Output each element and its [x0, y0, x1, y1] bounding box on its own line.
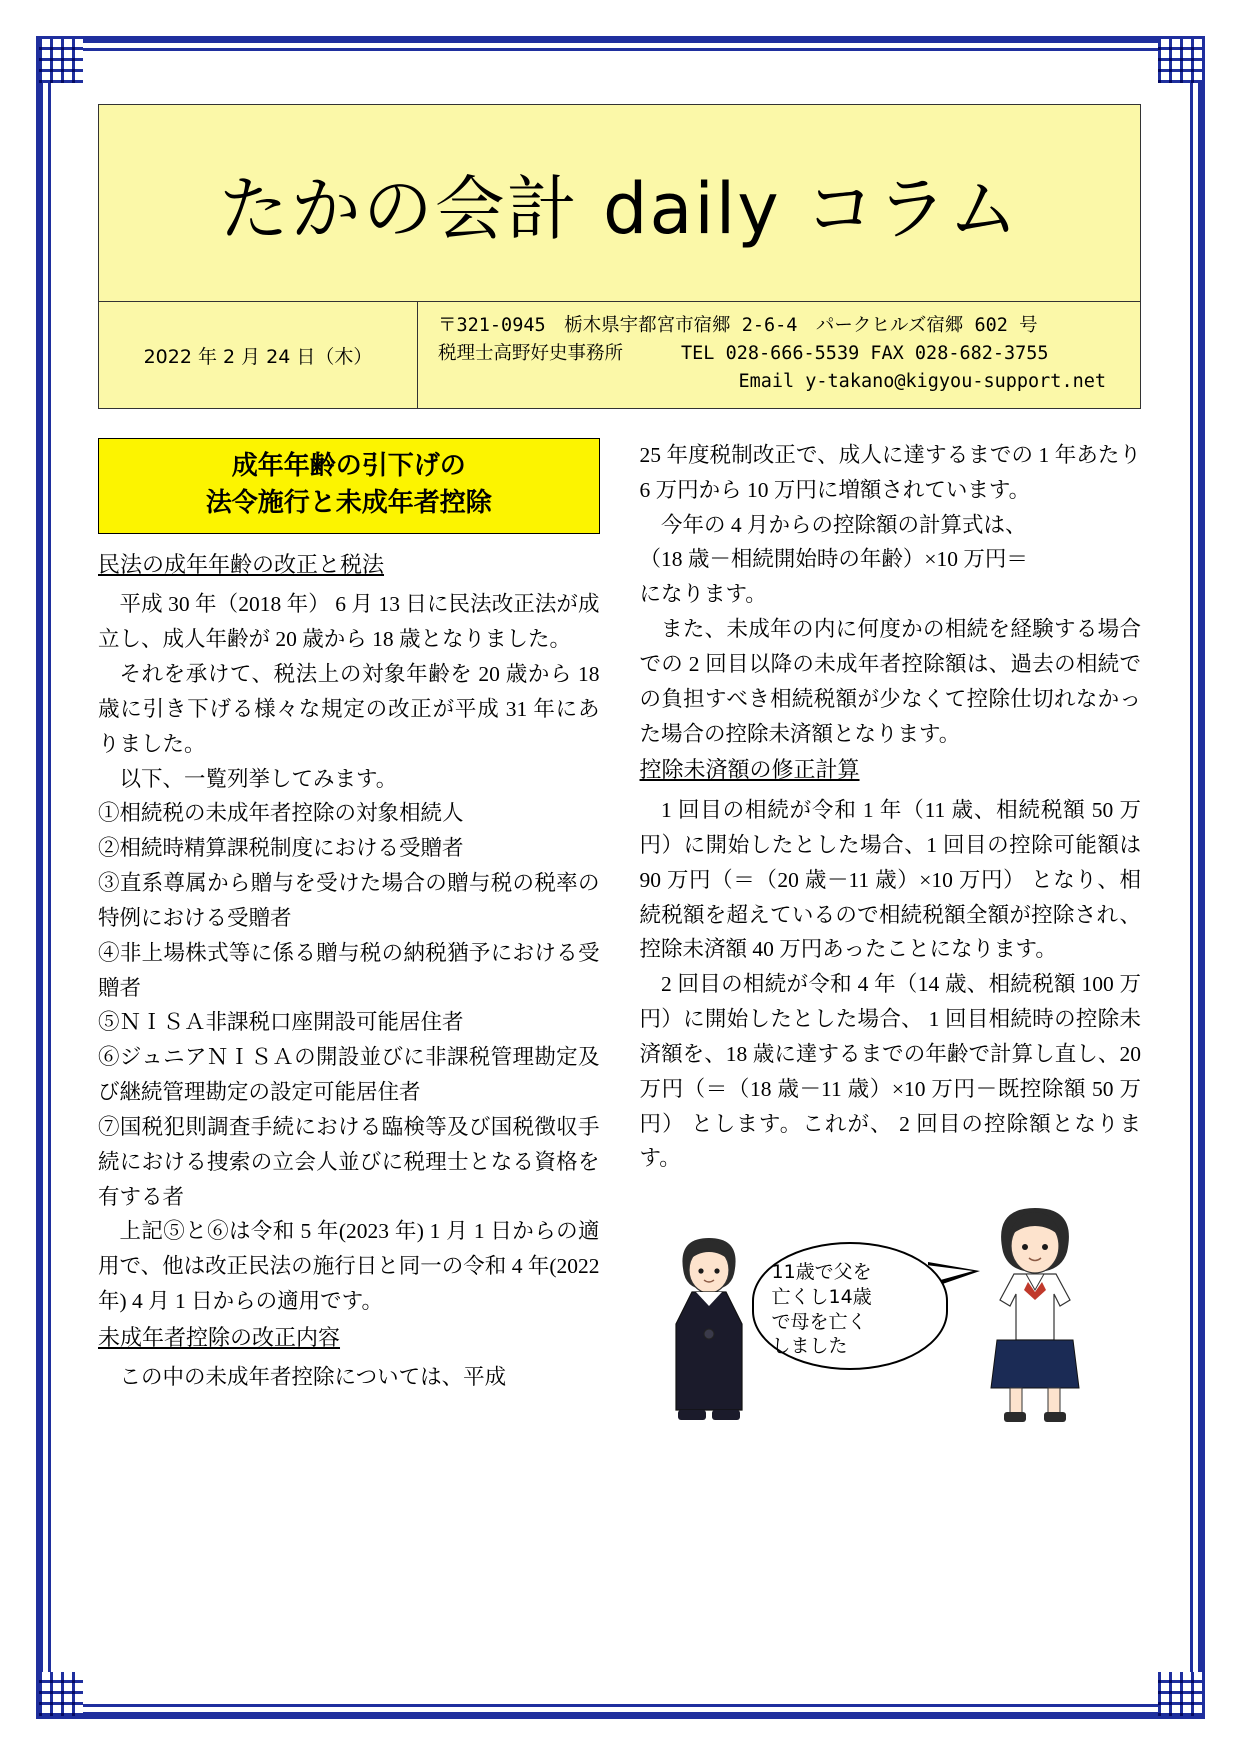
paragraph-left-3: 以下、一覧列挙してみます。	[119, 766, 398, 791]
masthead	[98, 104, 1141, 409]
article-body	[98, 438, 1141, 1440]
office-address: 〒321-0945 栃木県宇都宮市宿郷 2-6-4 パークヒルズ宿郷 602 号	[438, 315, 1038, 336]
right-column	[640, 438, 1142, 1440]
paragraph-left-1: 平成 30 年（2018 年） 6 月 13 日に民法改正法が成立し、成人年齢が 20 歳から 18 歳となりました。	[98, 592, 600, 652]
section-heading-correction-calc: 控除未済額の修正計算	[639, 758, 860, 784]
paragraph-right-6: 2 回目の相続が令和 4 年（14 歳、相続税額 100 万円）に開始したとした場合、 1 回目相続時の控除未済額を、18 歳に達するまでの年齢で計算し直し、20 万円（＝（18 歳－11 歳）×10 万円－既控除額 50 万円） とします。これが、 2 回目の控除額となります。	[639, 972, 1141, 1171]
paragraph-left-4: 上記⑤と⑥は令和 5 年(2023 年) 1 月 1 日からの適用で、他は改正民法の施行日と同一の令和 4 年(2022 年) 4 月 1 日からの適用です。	[98, 1219, 600, 1313]
office-name: 税理士高野好史事務所	[438, 343, 624, 365]
corner-ornament-bottom-left	[39, 1672, 83, 1716]
paragraph-right-1: 25 年度税制改正で、成人に達するまでの 1 年あたり 6 万円から 10 万円に増額されています。	[639, 443, 1141, 502]
list-item: ③直系尊属から贈与を受けた場合の贈与税の税率の特例における受贈者	[98, 871, 600, 930]
office-tel-fax: TEL 028-666-5539 FAX 028-682-3755	[681, 343, 1049, 365]
schoolgirl-in-uniform-icon	[970, 1200, 1100, 1440]
list-item: ①相続税の未成年者控除の対象相続人	[98, 801, 464, 826]
paragraph-right-3: になります。	[639, 582, 767, 607]
headline-line-2: 法令施行と未成年者控除	[205, 487, 492, 518]
list-item: ④非上場株式等に係る贈与税の納税猶予における受贈者	[98, 940, 600, 1000]
list-item: ⑦国税犯則調査手続における臨検等及び国税徴収手続における捜索の立会人並びに税理士となる資格を有する者	[98, 1114, 600, 1209]
publication-title: たかの会計 daily コラム	[99, 105, 1140, 302]
headline-line-1: 成年年齢の引下げの	[231, 451, 466, 481]
article-headline	[98, 438, 600, 534]
corner-ornament-top-left	[39, 39, 83, 83]
speech-bubble	[752, 1242, 948, 1370]
section-heading-minor-deduction: 未成年者控除の改正内容	[98, 1325, 341, 1351]
speech-line-2: 亡くし14歳	[771, 1285, 872, 1308]
paragraph-right-2: 今年の 4 月からの控除額の計算式は、	[661, 512, 1027, 537]
corner-ornament-top-right	[1158, 39, 1202, 83]
girl-in-black-dress-icon	[654, 1230, 764, 1440]
paragraph-left-5: この中の未成年者控除については、平成	[119, 1365, 507, 1390]
left-column	[98, 438, 600, 1440]
list-item: ⑤ＮＩＳＡ非課税口座開設可能居住者	[98, 1010, 464, 1035]
masthead-info	[99, 302, 1140, 408]
corner-ornament-bottom-right	[1158, 1672, 1202, 1716]
list-item: ⑥ジュニアＮＩＳＡの開設並びに非課税管理勘定及び継続管理勘定の設定可能居住者	[98, 1045, 600, 1105]
illustration	[640, 1190, 1142, 1440]
speech-line-4: しました	[771, 1335, 848, 1358]
paragraph-right-4: また、未成年の内に何度かの相続を経験する場合での 2 回目以降の未成年者控除額は、過去の相続での負担すべき相続税額が少なくて控除仕切れなかった場合の控除未済額となります。	[639, 617, 1141, 746]
office-email: Email y-takano@kigyou-support.net	[738, 371, 1106, 393]
section-heading-civil-code: 民法の成年年齢の改正と税法	[98, 552, 385, 578]
formula-line: （18 歳－相続開始時の年齢）×10 万円＝	[639, 547, 1028, 572]
speech-line-1: 11歳で父を	[771, 1261, 872, 1284]
paragraph-left-2: それを承けて、税法上の対象年齢を 20 歳から 18 歳に引き下げる様々な規定の改正が平成 31 年にありました。	[98, 662, 600, 756]
issue-date: 2022 年 2 月 24 日（木）	[99, 302, 418, 408]
paragraph-right-5: 1 回目の相続が令和 1 年（11 歳、相続税額 50 万円）に開始したとした場合、1 回目の控除可能額は 90 万円（＝（20 歳－11 歳）×10 万円） となり、相続税額を超えているので相続税額全額が控除され、控除未済額 40 万円あったことになります。	[639, 798, 1141, 962]
speech-line-3: で母を亡く	[771, 1310, 867, 1333]
office-contact-block	[418, 302, 1140, 408]
list-item: ②相続時精算課税制度における受贈者	[98, 836, 464, 861]
